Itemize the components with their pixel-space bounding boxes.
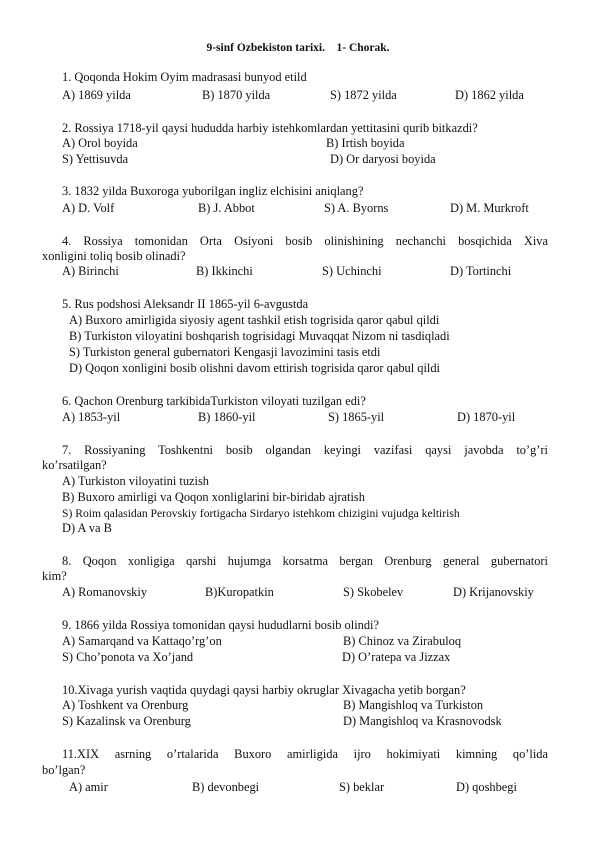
- question-8-option-b: B)Kuropatkin: [205, 585, 274, 599]
- question-5-option-b: B) Turkiston viloyatini boshqarish togrisidagi Muvaqqat Nizom ni tasdiqladi: [69, 329, 450, 343]
- question-9-text: 9. 1866 yilda Rossiya tomonidan qaysi hududlarni bosib olindi?: [62, 618, 379, 632]
- question-3-option-s: S) A. Byorns: [324, 201, 389, 215]
- question-7-option-d: D) A va B: [62, 521, 112, 535]
- question-7-option-a: A) Turkiston viloyatini tuzish: [62, 474, 209, 488]
- question-10-option-s: S) Kazalinsk va Orenburg: [62, 714, 191, 728]
- question-6-option-s: S) 1865-yil: [328, 410, 385, 424]
- question-9-option-d: D) O’ratepa va Jizzax: [342, 650, 451, 664]
- question-6-text: 6. Qachon Orenburg tarkibidaTurkiston viloyati tuzilgan edi?: [62, 394, 366, 408]
- question-5-option-d: D) Qoqon xonligini bosib olishni davom ettirish togrisida qaror qabul qildi: [69, 361, 440, 375]
- page-title: 9-sinf Ozbekiston tarixi. 1- Chorak.: [206, 42, 390, 54]
- question-7-text-line1: 7. Rossiyaning Toshkentni bosib olgandan keyingi vazifasi qaysi javobda to’g’ri: [62, 443, 548, 457]
- question-7-option-s: S) Roim qalasidan Perovskiy fortigacha Sirdaryo istehkom chizigini vujudga keltirish: [62, 507, 460, 520]
- question-11-text-line2: bo’lgan?: [42, 763, 86, 777]
- question-5-option-a: A) Buxoro amirligida siyosiy agent tashkil etish togrisida qaror qabul qildi: [69, 313, 440, 327]
- question-2-text: 2. Rossiya 1718-yil qaysi hududda harbiy istehkomlardan yettitasini qurib bitkazdi?: [62, 121, 478, 135]
- question-7-text-line2: ko’rsatilgan?: [42, 458, 107, 472]
- question-4-text-line1: 4. Rossiya tomonidan Orta Osiyoni bosib olinishining nechanchi bosqichida Xiva: [62, 234, 548, 248]
- question-11-option-b: B) devonbegi: [192, 780, 260, 794]
- question-10-option-b: B) Mangishloq va Turkiston: [343, 698, 484, 712]
- question-1-option-b: B) 1870 yilda: [202, 88, 271, 102]
- question-1-option-a: A) 1869 yilda: [62, 88, 131, 102]
- question-9-option-s: S) Cho’ponota va Xo’jand: [62, 650, 194, 664]
- question-4-option-d: D) Tortinchi: [450, 264, 512, 278]
- question-5-option-s: S) Turkiston general gubernatori Kengasji lavozimini tasis etdi: [69, 345, 381, 359]
- question-8-option-s: S) Skobelev: [343, 585, 404, 599]
- question-8-option-a: A) Romanovskiy: [62, 585, 148, 599]
- question-6-option-b: B) 1860-yil: [198, 410, 256, 424]
- question-7-option-b: B) Buxoro amirligi va Qoqon xonliglarini bir-biridab ajratish: [62, 490, 365, 504]
- question-3-option-a: A) D. Volf: [62, 201, 115, 215]
- question-10-option-a: A) Toshkent va Orenburg: [62, 698, 189, 712]
- question-3-option-b: B) J. Abbot: [198, 201, 255, 215]
- question-4-option-a: A) Birinchi: [62, 264, 119, 278]
- question-4-option-b: B) Ikkinchi: [196, 264, 253, 278]
- question-4-text-line2: xonligini toliq bosib olinadi?: [42, 249, 186, 263]
- question-2-option-d: D) Or daryosi boyida: [330, 152, 436, 166]
- question-2-option-b: B) Irtish boyida: [326, 136, 405, 150]
- question-1-option-d: D) 1862 yilda: [455, 88, 524, 102]
- question-11-option-s: S) beklar: [339, 780, 385, 794]
- question-9-option-a: A) Samarqand va Kattaqo’rg’on: [62, 634, 222, 648]
- question-11-option-a: A) amir: [69, 780, 108, 794]
- question-1-text: 1. Qoqonda Hokim Oyim madrasasi bunyod etild: [62, 70, 307, 84]
- question-6-option-a: A) 1853-yil: [62, 410, 121, 424]
- question-8-text-line2: kim?: [42, 569, 67, 583]
- question-11-text-line1: 11.XIX asrning o’rtalarida Buxoro amirligida ijro hokimiyati kimning qo’lida: [62, 747, 548, 761]
- question-9-option-b: B) Chinoz va Zirabuloq: [343, 634, 462, 648]
- question-10-option-d: D) Mangishloq va Krasnovodsk: [343, 714, 502, 728]
- question-6-option-d: D) 1870-yil: [457, 410, 516, 424]
- question-10-text: 10.Xivaga yurish vaqtida quydagi qaysi harbiy okruglar Xivagacha yetib borgan?: [62, 683, 466, 697]
- question-8-option-d: D) Krijanovskiy: [453, 585, 534, 599]
- question-3-option-d: D) M. Murkroft: [450, 201, 529, 215]
- question-11-option-d: D) qoshbegi: [456, 780, 517, 794]
- question-2-option-s: S) Yettisuvda: [62, 152, 129, 166]
- question-1-option-s: S) 1872 yilda: [330, 88, 397, 102]
- question-2-option-a: A) Orol boyida: [62, 136, 138, 150]
- question-5-text: 5. Rus podshosi Aleksandr II 1865-yil 6-avgustda: [62, 297, 309, 311]
- question-3-text: 3. 1832 yilda Buxoroga yuborilgan ingliz elchisini aniqlang?: [62, 184, 364, 198]
- question-4-option-s: S) Uchinchi: [322, 264, 382, 278]
- question-8-text-line1: 8. Qoqon xonligiga qarshi hujumga korsatma bergan Orenburg general gubernatori: [62, 554, 548, 568]
